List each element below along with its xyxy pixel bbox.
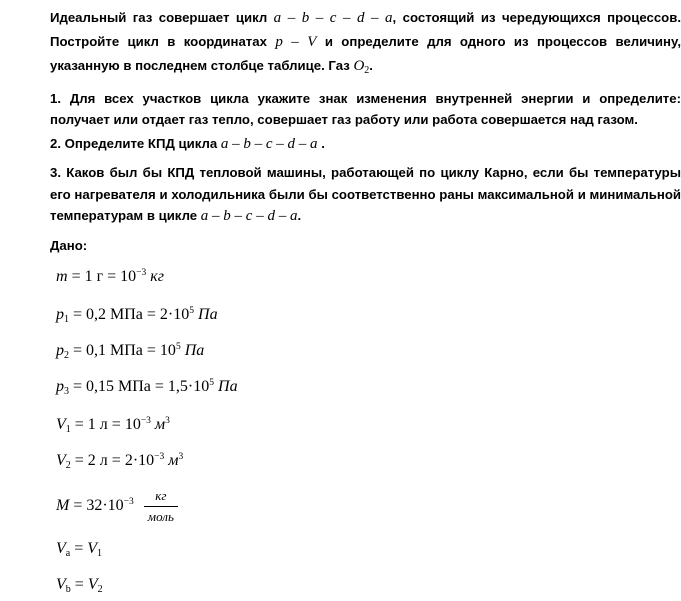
va-subscript: a <box>65 548 71 559</box>
vb-rhs-symbol: V <box>87 576 98 593</box>
intro-text-3: и определите для одного из процессов величину, указанную в последнем столбце таблице. Газ <box>50 34 681 73</box>
p1-value: = 0,2 МПа = 2·10 <box>73 306 190 323</box>
given-molar-mass <box>56 488 178 525</box>
p2-unit: Па <box>184 342 205 359</box>
given-v1 <box>56 416 170 435</box>
v1-value: = 1 л = 10 <box>74 416 141 433</box>
molar-mass-exponent: −3 <box>123 497 134 508</box>
v1-exponent: −3 <box>140 416 151 426</box>
v2-unit: м <box>168 452 179 469</box>
given-vb <box>56 576 103 595</box>
vb-symbol: V <box>56 576 66 593</box>
mass-value: = 1 г = 10 <box>71 268 137 285</box>
given-p3 <box>56 378 238 397</box>
task-2 <box>4 132 681 156</box>
va-equals: = <box>74 540 84 557</box>
p3-unit: Па <box>218 378 238 395</box>
gas-symbol: O <box>353 58 365 74</box>
v2-unit-exponent: 3 <box>178 452 184 462</box>
p1-exponent: 5 <box>189 306 195 316</box>
given-va <box>56 540 102 559</box>
given-p1 <box>56 306 218 325</box>
p2-subscript: 2 <box>64 350 69 361</box>
task-1 <box>4 88 681 130</box>
given-mass <box>56 268 164 286</box>
v2-exponent: −3 <box>154 452 165 462</box>
vb-equals: = <box>74 576 84 593</box>
v1-unit-exponent: 3 <box>165 416 170 426</box>
task-3-period: . <box>297 208 302 223</box>
p1-symbol: p <box>56 306 64 323</box>
p2-value: = 0,1 МПа = 10 <box>73 342 176 359</box>
v2-symbol: V <box>56 452 66 469</box>
v1-unit: м <box>154 416 166 433</box>
intro-cycle-formula: a – b – c – d – a <box>273 10 393 26</box>
p1-unit: Па <box>198 306 218 323</box>
gas-subscript: 2 <box>364 65 370 76</box>
p3-symbol: p <box>56 378 64 395</box>
gas-formula <box>353 58 369 74</box>
p2-exponent: 5 <box>175 342 181 352</box>
mass-symbol: m <box>56 268 68 285</box>
v1-subscript: 1 <box>65 424 71 435</box>
intro-text-1: Идеальный газ совершает цикл <box>50 10 268 25</box>
p3-exponent: 5 <box>209 378 215 388</box>
va-rhs-subscript: 1 <box>97 548 103 559</box>
intro-text-4: . <box>369 58 373 73</box>
p1-subscript: 1 <box>64 314 69 325</box>
task-2-text: 2. Определите КПД цикла <box>50 136 218 151</box>
mass-unit: кг <box>150 268 165 285</box>
v2-subscript: 2 <box>65 460 71 471</box>
given-label: Дано: <box>50 238 88 253</box>
intro-text-2: , состоящий из чередующихся процессов. Постройте цикл в координатах <box>50 10 681 49</box>
molar-mass-value: = 32·10 <box>73 497 124 515</box>
intro-paragraph <box>4 6 681 83</box>
molar-mass-symbol: M <box>56 497 70 515</box>
p3-subscript: 3 <box>64 386 69 397</box>
molar-mass-unit-denominator: моль <box>147 509 174 524</box>
task-2-period: . <box>321 136 325 151</box>
given-p2 <box>56 342 204 361</box>
p2-symbol: p <box>56 342 64 359</box>
task-2-cycle-formula: a – b – c – d – a <box>220 136 318 152</box>
molar-mass-unit-numerator: кг <box>144 488 178 507</box>
intro-pv-formula: p – V <box>275 34 317 50</box>
va-rhs-symbol: V <box>87 540 98 557</box>
v2-value: = 2 л = 2·10 <box>74 452 155 469</box>
task-3-text: 3. Каков был бы КПД тепловой машины, работающей по циклу Карно, если бы температуры его нагревателя и холодильника были бы соответственно раны максимальной и минимальной температурам в цикле <box>50 165 681 223</box>
v1-symbol: V <box>56 416 66 433</box>
mass-exponent: −3 <box>136 268 147 278</box>
task-3 <box>4 162 681 228</box>
task-1-text: 1. Для всех участков цикла укажите знак изменения внутренней энергии и определите: получает или отдает газ тепло, совершает газ работу или работа совершается над газом. <box>50 91 681 127</box>
p3-value: = 0,15 МПа = 1,5·10 <box>73 378 210 395</box>
task-3-cycle-formula: a – b – c – d – a <box>200 208 298 224</box>
va-symbol: V <box>56 540 66 557</box>
molar-mass-unit-fraction <box>144 488 178 525</box>
given-v2 <box>56 452 183 471</box>
vb-rhs-subscript: 2 <box>97 584 103 595</box>
vb-subscript: b <box>65 584 71 595</box>
